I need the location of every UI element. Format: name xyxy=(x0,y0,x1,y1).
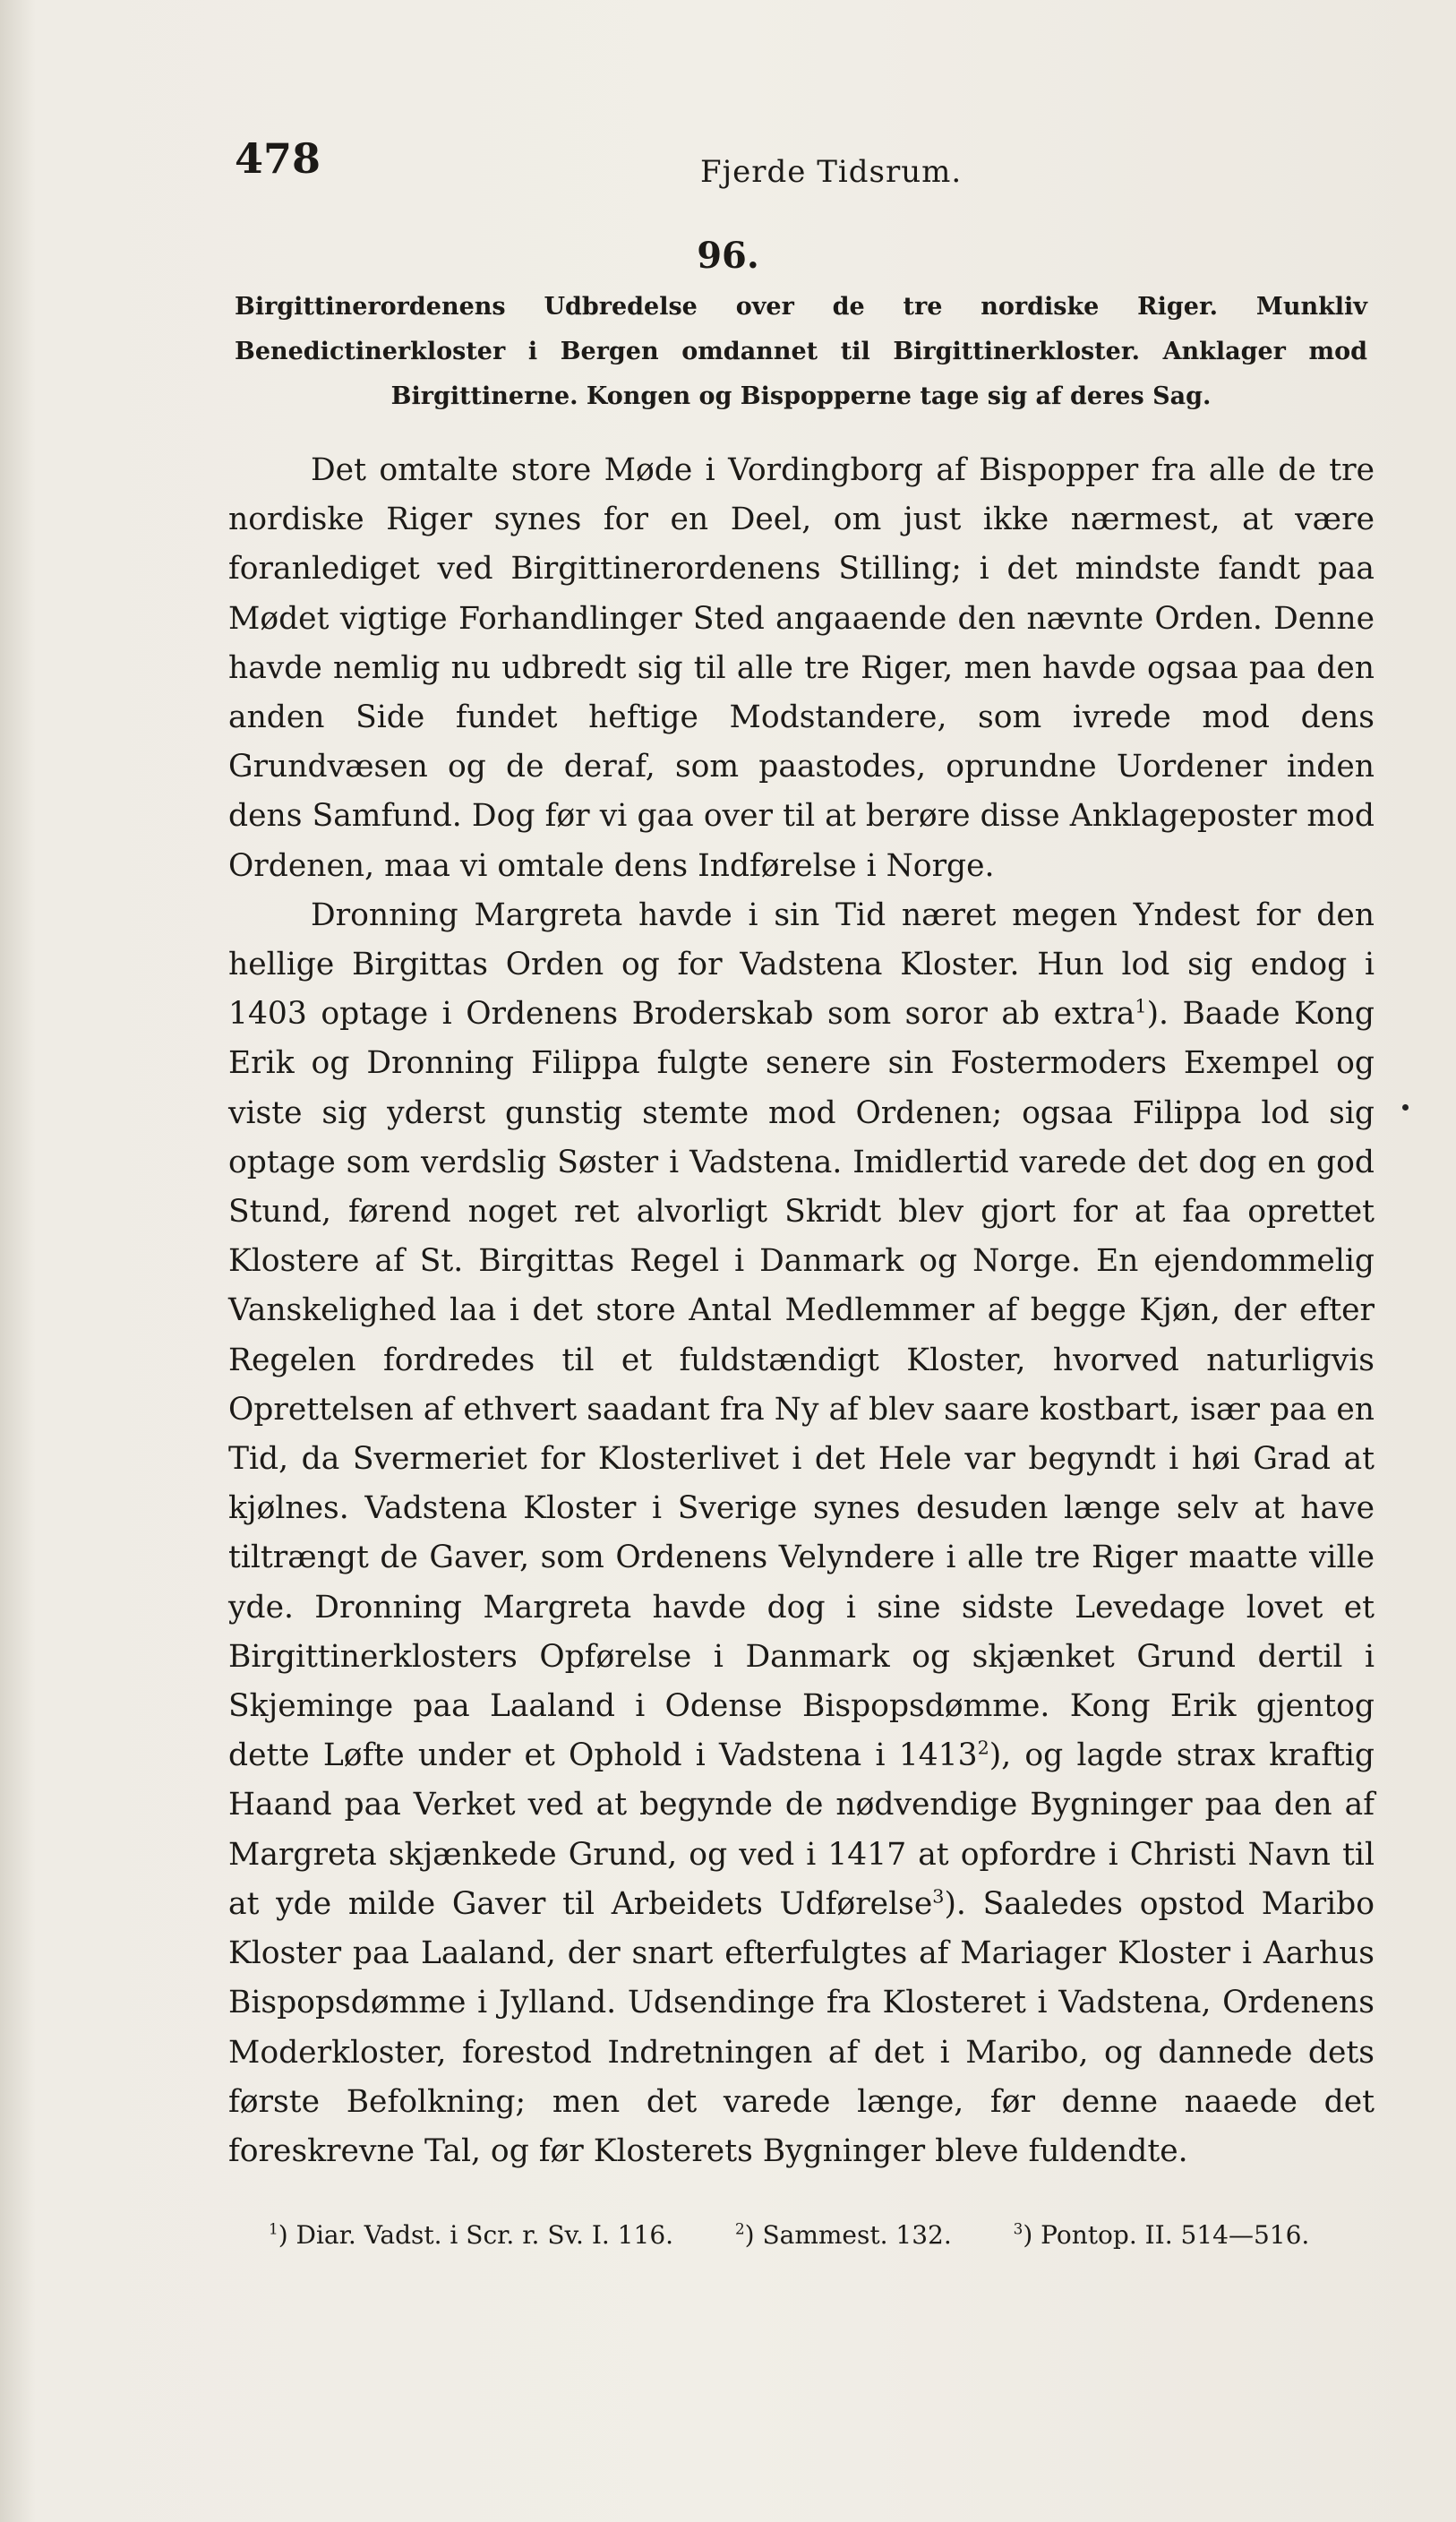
page-number: 478 xyxy=(235,134,321,183)
paragraph-2-part-b: ). Baade Kong Erik og Dronning Filippa fulgte senere sin Fostermoders Exempel og viste sig yderst gunstig stemte mod Ordenen; ogsaa Filippa lod sig optage som verdslig Søster i Vadstena. Imidlertid varede det dog en god Stund, førend noget ret alvorligt Skridt blev gjort for at faa oprettet Klostere af St. Birgittas Regel i Danmark og Norge. En ejendommelig Vanskelighed laa i det store Antal Medlemmer af begge Kjøn, der efter Regelen fordredes til et fuldstændigt Kloster, hvorved naturligvis Oprettelsen af ethvert saadant fra Ny af blev saare kostbart, især paa en Tid, da Svermeriet for Klosterlivet i det Hele var begyndt i høi Grad at kjølnes. Vadstena Kloster i Sverige synes desuden længe selv at have tiltrængt de Gaver, som Ordenens Velyndere i alle tre Riger maatte ville yde. Dronning Margreta havde dog i sine sidste Levedage lovet et Birgittinerklosters Opførelse i Danmark og skjænket Grund dertil i Skjeminge paa Laaland i Odense Bispopsdømme. Kong Erik gjentog dette Løfte under et Ophold i Vadstena i 1413 xyxy=(228,996,1375,1774)
footnote-3 xyxy=(1014,2220,1310,2250)
footnote-1-mark: 1 xyxy=(269,2219,278,2238)
paragraph-2-part-c: ), og lagde strax kraftig Haand paa Verket ved at begynde de nødvendige Bygninger paa den af Margreta skjænkede Grund, og ved i 1417 at opfordre i Christi Navn til at yde milde Gaver til Arbeidets Udførelse xyxy=(228,1737,1375,1922)
running-head: Fjerde Tidsrum. xyxy=(700,154,963,190)
footnotes xyxy=(269,2212,1363,2259)
footnote-1 xyxy=(269,2220,673,2250)
footnote-ref-3: 3 xyxy=(932,1885,945,1908)
footnote-2 xyxy=(735,2220,952,2250)
paragraph-1: Det omtalte store Møde i Vordingborg af Bispopper fra alle de tre nordiske Riger synes for en Deel, om just ikke nærmest, at være foranlediget ved Birgittinerordenens Stilling; i det mindste fandt paa Mødet vigtige Forhandlinger Sted angaaende den nævnte Orden. Denne havde nemlig nu udbredt sig til alle tre Riger, men havde ogsaa paa den anden Side fundet heftige Modstandere, som ivrede mod dens Grundvæsen og de deraf, som paastodes, oprundne Uordener inden dens Samfund. Dog før vi gaa over til at berøre disse Anklageposter mod Ordenen, maa vi omtale dens Indførelse i Norge. xyxy=(228,452,1375,884)
paragraph-2-part-a: Dronning Margreta havde i sin Tid næret megen Yndest for den hellige Birgittas Orden og for Vadstena Kloster. Hun lod sig endog i 1403 optage i Ordenens Broderskab som soror ab extra xyxy=(228,896,1375,1033)
page-header xyxy=(235,134,1381,197)
paragraph-2 xyxy=(228,891,1375,2176)
section-number: 96. xyxy=(697,235,759,277)
section-summary: Birgittinerordenens Udbredelse over de tre nordiske Riger. Munkliv Benedictinerkloster i Bergen omdannet til Birgittinerkloster. Anklager mod Birgittinerne. Kongen og Bispopperne tage sig af deres Sag. xyxy=(235,293,1367,410)
footnote-ref-1: 1 xyxy=(1135,995,1147,1017)
footnote-2-mark: 2 xyxy=(734,2219,745,2238)
footnote-2-text: ) Sammest. 132. xyxy=(744,2220,952,2250)
paragraph-2-part-d: ). Saaledes opstod Maribo Kloster paa Laaland, der snart efterfulgtes af Mariager Kloster i Aarhus Bispopsdømme i Jylland. Udsendinge fra Klosteret i Vadstena, Ordenens Moderkloster, forestod Indretningen af det i Maribo, og dannede dets første Befolkning; men det varede længe, før denne naaede det foreskrevne Tal, og før Klosterets Bygninger bleve fuldendte. xyxy=(228,1885,1375,2169)
footnote-1-text: ) Diar. Vadst. i Scr. r. Sv. I. 116. xyxy=(278,2220,674,2250)
body-text xyxy=(228,446,1375,2176)
footnote-ref-2: 2 xyxy=(977,1737,989,1759)
margin-mark xyxy=(1402,1104,1409,1111)
footnote-3-mark: 3 xyxy=(1013,2219,1023,2238)
footnote-3-text: ) Pontop. II. 514—516. xyxy=(1023,2220,1310,2250)
